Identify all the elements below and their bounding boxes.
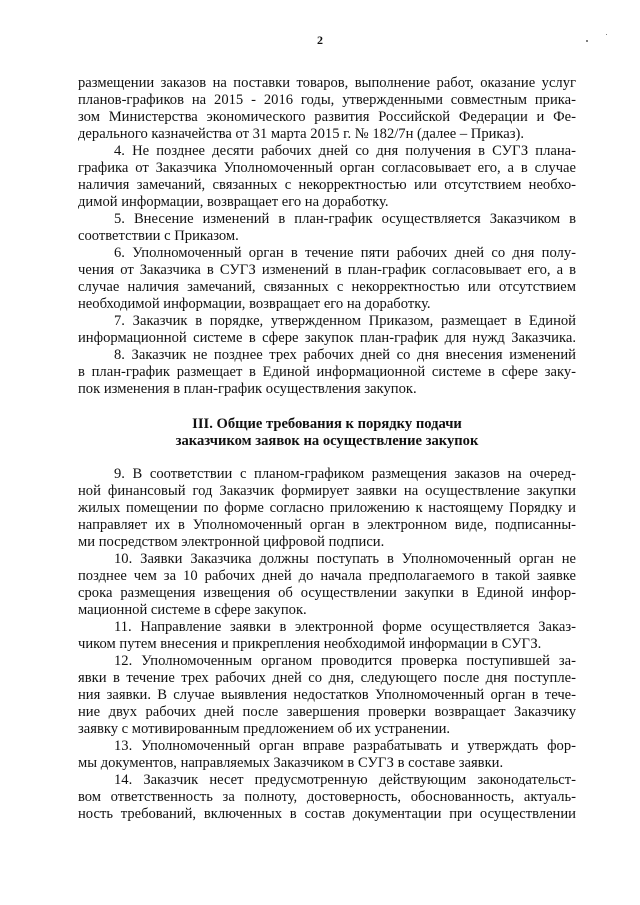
scan-speck: [586, 40, 588, 42]
text-line: пок изменения в план-график осуществления закупок.: [78, 381, 417, 397]
text-line: 14. Заказчик несет предусмотренную действующим законодательст-: [114, 772, 576, 788]
text-line: 5. Внесение изменений в план-график осуществляется Заказчиком в: [114, 211, 576, 227]
text-line: ми посредством электронной цифровой подписи.: [78, 534, 385, 550]
text-line: информационной системе в сфере закупок план-график для нужд Заказчика.: [78, 330, 576, 346]
text-line: димой информации, возвращает его на доработку.: [78, 194, 389, 210]
spacer: [78, 398, 576, 416]
text-line: 9. В соответствии с планом-графиком размещения заказов на очеред-: [114, 466, 576, 482]
text-line: зом Министерства экономического развития Российской Федерации и Фе-: [78, 109, 576, 125]
scan-speck: [606, 34, 607, 35]
text-line: чиком путем внесения и прикрепления необходимой информации в СУГЗ.: [78, 636, 542, 652]
text-line: срока размещения извещения об осуществлении закупки в Единой инфор-: [78, 585, 576, 601]
text-line: явки в течение трех рабочих дней со дня, следующего после дня поступле-: [78, 670, 576, 686]
text-line: наличия замечаний, связанных с некорректностью или отсутствием необхо-: [78, 177, 576, 193]
text-line: дерального казначейства от 31 марта 2015 г. № 182/7н (далее – Приказ).: [78, 126, 525, 142]
text-line: планов-графиков на 2015 - 2016 годы, утвержденными совместным прика-: [78, 92, 576, 108]
section-heading: заказчиком заявок на осуществление закупок: [175, 433, 479, 449]
text-line: мационной системе в сфере закупок.: [78, 602, 307, 618]
text-line: 8. Заказчик не позднее трех рабочих дней со дня внесения изменений: [114, 347, 576, 363]
text-line: 12. Уполномоченным органом проводится проверка поступившей за-: [114, 653, 576, 669]
text-line: позднее чем за 10 рабочих дней до начала предполагаемого в такой заявке: [78, 568, 576, 584]
text-line: размещении заказов на поставки товаров, выполнение работ, оказание услуг: [78, 75, 576, 91]
text-line: ния заявки. В случае выявления недостатков Уполномоченный орган в тече-: [78, 687, 576, 703]
text-line: ние двух рабочих дней после завершения проверки возвращает Заказчику: [78, 704, 576, 720]
text-line: случае наличия замечаний, связанных с некорректностью или отсутствием: [78, 279, 576, 295]
text-line: вом ответственность за полноту, достоверность, обоснованность, актуаль-: [78, 789, 576, 805]
text-line: заявку с мотивированным предложением об их устранении.: [78, 721, 451, 737]
document-body: [78, 75, 576, 823]
text-line: в план-график размещает в Единой информационной системе в сфере заку-: [78, 364, 576, 380]
text-line: 13. Уполномоченный орган вправе разрабатывать и утверждать фор-: [114, 738, 576, 754]
text-line: направляет их в Уполномоченный орган в электронном виде, подписанны-: [78, 517, 576, 533]
text-line: 4. Не позднее десяти рабочих дней со дня получения в СУГЗ плана-: [114, 143, 576, 159]
text-line: соответствии с Приказом.: [78, 228, 239, 244]
text-line: мы документов, направляемых Заказчиком в СУГЗ в составе заявки.: [78, 755, 504, 771]
text-line: ной финансовый год Заказчик формирует заявки на осуществление закупки: [78, 483, 576, 499]
section-heading: III. Общие требования к порядку подачи: [192, 416, 462, 432]
text-line: ность требований, включенных в состав документации при осуществлении: [78, 806, 576, 822]
text-line: чения от Заказчика в СУГЗ изменений в план-график согласовывает его, а в: [78, 262, 576, 278]
text-line: графика от Заказчика Уполномоченный орган согласовывает его, а в случае: [78, 160, 576, 176]
page-number: 2: [317, 33, 323, 47]
spacer: [78, 450, 576, 466]
text-line: 7. Заказчик в порядке, утвержденном Приказом, размещает в Единой: [114, 313, 576, 329]
text-line: жилых помещении по форме согласно приложению к настоящему Порядку и: [78, 500, 576, 516]
text-line: 11. Направление заявки в электронной форме осуществляется Заказ-: [114, 619, 576, 635]
text-line: необходимой информации, возвращает его на доработку.: [78, 296, 431, 312]
text-line: 6. Уполномоченный орган в течение пяти рабочих дней со дня полу-: [114, 245, 576, 261]
text-line: 10. Заявки Заказчика должны поступать в Уполномоченный орган не: [114, 551, 576, 567]
